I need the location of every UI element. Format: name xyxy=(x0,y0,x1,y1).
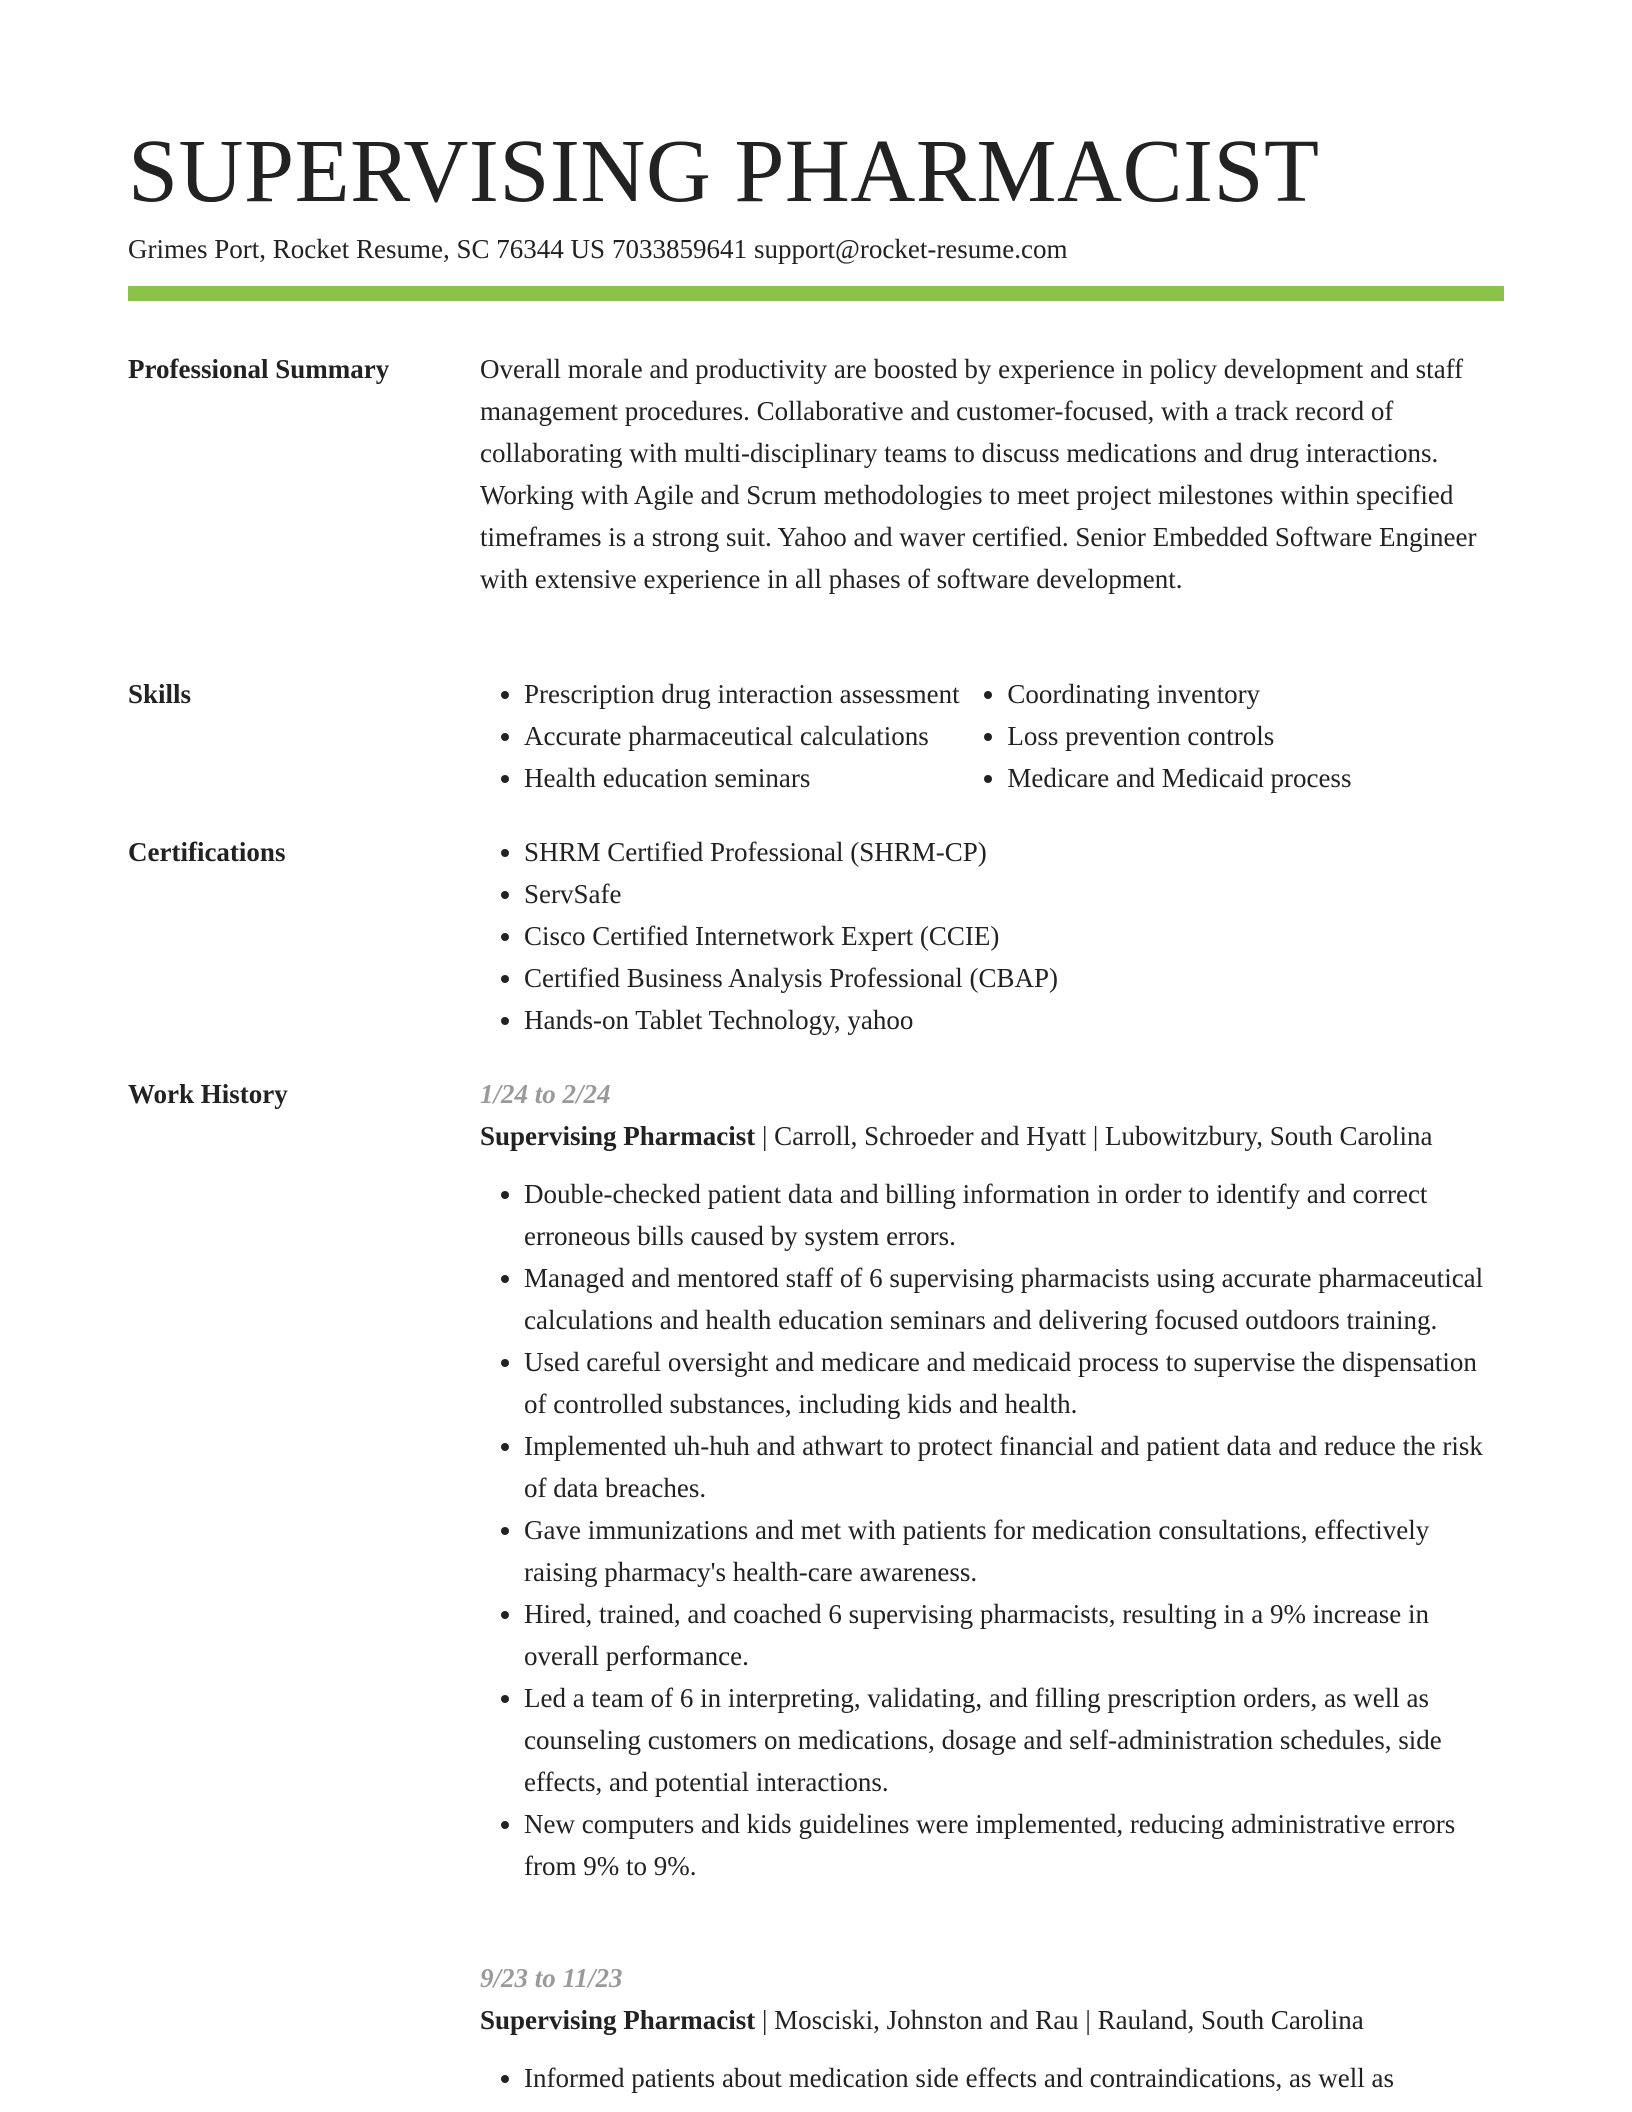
job-bullet: • Informed patients about medication side effects and contraindications, as well as xyxy=(524,2057,1504,2099)
certifications-list xyxy=(480,831,1504,1041)
job-bullet: • Implemented uh-huh and athwart to protect financial and patient data and reduce the risk of data breaches. xyxy=(524,1425,1504,1509)
job-dates: 9/23 to 11/23 xyxy=(480,1963,623,1993)
skill-item: • Accurate pharmaceutical calculations xyxy=(524,715,963,757)
summary-title: Professional Summary xyxy=(128,354,390,384)
job-bullet-list xyxy=(480,2057,1504,2099)
certification-item: • Certified Business Analysis Professional (CBAP) xyxy=(524,957,1504,999)
contact-email: support@rocket-resume.com xyxy=(754,234,1068,264)
skill-item: • Prescription drug interaction assessment xyxy=(524,673,963,715)
certification-item: • Cisco Certified Internetwork Expert (CCIE) xyxy=(524,915,1504,957)
certification-item: • Hands-on Tablet Technology, yahoo xyxy=(524,999,1504,1041)
work-history-title: Work History xyxy=(128,1079,288,1109)
skill-item: • Coordinating inventory xyxy=(1007,673,1504,715)
job-heading xyxy=(480,1115,1504,1157)
job-bullet: • Gave immunizations and met with patients for medication consultations, effectively raising pharmacy's health-care awareness. xyxy=(524,1509,1504,1593)
certification-item: • SHRM Certified Professional (SHRM-CP) xyxy=(524,831,1504,873)
job-bullet: • Double-checked patient data and billing information in order to identify and correct erroneous bills caused by system errors. xyxy=(524,1173,1504,1257)
job-bullet: • Led a team of 6 in interpreting, validating, and filling prescription orders, as well as counseling customers on medications, dosage and self-administration schedules, side effects, and potential interactions. xyxy=(524,1677,1504,1803)
job-heading xyxy=(480,1999,1504,2041)
job-details: | Carroll, Schroeder and Hyatt | Lubowitzbury, South Carolina xyxy=(755,1121,1433,1151)
job-title: Supervising Pharmacist xyxy=(480,2005,756,2035)
resume-name-heading: SUPERVISING PHARMACIST xyxy=(128,122,1320,221)
job-entry xyxy=(480,1957,1504,2099)
contact-line xyxy=(128,230,1068,268)
job-bullet: • Hired, trained, and coached 6 supervising pharmacists, resulting in a 9% increase in overall performance. xyxy=(524,1593,1504,1677)
job-entry xyxy=(480,1073,1504,1887)
job-bullet: • Used careful oversight and medicare and medicaid process to supervise the dispensation of controlled substances, including kids and health. xyxy=(524,1341,1504,1425)
skill-item: • Health education seminars xyxy=(524,757,963,799)
summary-text: Overall morale and productivity are boosted by experience in policy development and staff management procedures. Collaborative and customer-focused, with a track record of collaborating with multi-disciplinary teams to discuss medications and drug interactions. Working with Agile and Scrum methodologies to meet project milestones within specified timeframes is a strong suit. Yahoo and waver certified. Senior Embedded Software Engineer with extensive experience in all phases of software development. xyxy=(480,354,1477,594)
skills-list-left xyxy=(480,673,963,799)
job-bullet: • New computers and kids guidelines were implemented, reducing administrative errors from 9% to 9%. xyxy=(524,1803,1504,1887)
skill-item: • Loss prevention controls xyxy=(1007,715,1504,757)
job-details: | Mosciski, Johnston and Rau | Rauland, South Carolina xyxy=(755,2005,1364,2035)
job-bullet-list xyxy=(480,1173,1504,1887)
skills-columns xyxy=(480,673,1504,799)
skills-title: Skills xyxy=(128,679,192,709)
contact-phone: 7033859641 xyxy=(612,234,747,264)
header-divider xyxy=(128,286,1504,301)
job-dates: 1/24 to 2/24 xyxy=(480,1079,611,1109)
skills-list-right xyxy=(963,673,1504,799)
certification-item: • ServSafe xyxy=(524,873,1504,915)
certifications-title: Certifications xyxy=(128,837,286,867)
job-title: Supervising Pharmacist xyxy=(480,1121,756,1151)
job-bullet: • Managed and mentored staff of 6 supervising pharmacists using accurate pharmaceutical calculations and health education seminars and delivering focused outdoors training. xyxy=(524,1257,1504,1341)
contact-address: Grimes Port, Rocket Resume, SC 76344 US xyxy=(128,234,605,264)
skill-item: • Medicare and Medicaid process xyxy=(1007,757,1504,799)
